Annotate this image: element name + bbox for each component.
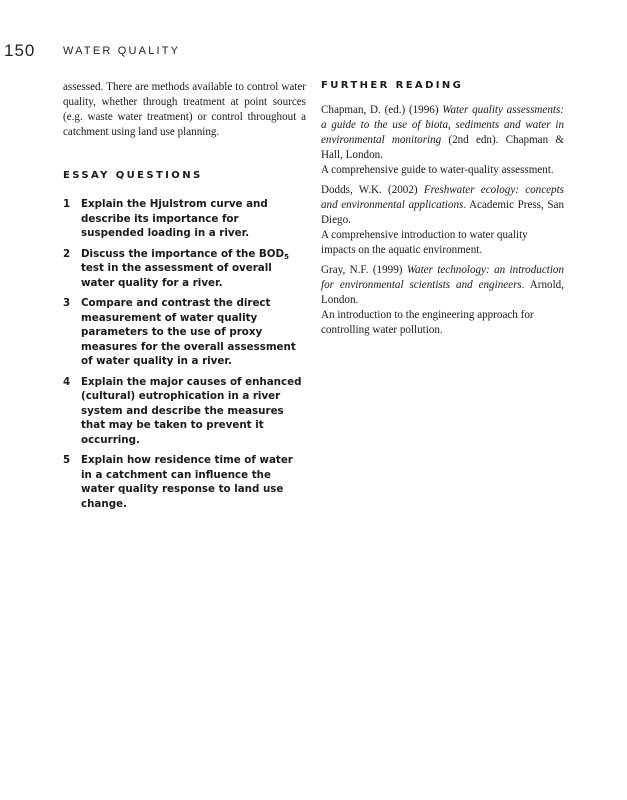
- essay-question: [63, 453, 306, 511]
- essay-question: [63, 247, 306, 291]
- reference-authors: Chapman, D. (ed.) (1996): [321, 104, 443, 116]
- question-number: 5: [63, 454, 71, 466]
- reference-annotation: An introduction to the engineering approach for controlling water pollution.: [321, 309, 534, 336]
- page-number: 150: [4, 41, 36, 60]
- reference-authors: Gray, N.F. (1999): [321, 264, 407, 276]
- question-number: 2: [63, 247, 71, 260]
- bod-subscript: 5: [284, 252, 289, 261]
- question-text: Explain how residence time of water in a catchment can influence the water quality response to land use change.: [81, 454, 293, 510]
- question-text: Explain the major causes of enhanced (cultural) eutrophication in a river system and describe the measures that may be taken to prevent it occurring.: [81, 375, 302, 446]
- reference-details: . Academic Press, San Diego.: [321, 199, 564, 226]
- question-text: Compare and contrast the direct measurement of water quality parameters to the use of proxy measures for the overall assessment of water quality in a river.: [81, 297, 296, 367]
- reference-citation: [321, 183, 564, 228]
- reference-entry: [321, 103, 564, 178]
- essay-question: [63, 296, 306, 369]
- question-number: 1: [63, 198, 71, 210]
- essay-question: [63, 375, 306, 448]
- reference-details: (2nd edn). Chapman & Hall, London.: [321, 134, 564, 161]
- reference-citation: [321, 103, 564, 163]
- reference-annotation: A comprehensive guide to water-quality assessment.: [321, 164, 554, 176]
- reference-authors: Dodds, W.K. (2002): [321, 184, 424, 196]
- reference-citation: [321, 263, 564, 308]
- reference-title: Water technology: an introduction for environmental scientists and engineers: [321, 264, 564, 291]
- question-text: Explain the Hjulstrom curve and describe its importance for suspended loading in a river.: [81, 198, 268, 239]
- further-reading-heading: FURTHER READING: [321, 80, 464, 91]
- question-text-end: test in the assessment of overall water quality for a river.: [81, 262, 272, 289]
- intro-paragraph: assessed. There are methods available to control water quality, whether through treatment at point sources (e.g. waste water treatment) or control throughout a catchment using land use planning.: [63, 81, 306, 138]
- question-number: 3: [63, 297, 71, 309]
- right-column: [321, 80, 564, 343]
- reference-annotation: A comprehensive introduction to water quality impacts on the aquatic environment.: [321, 229, 528, 256]
- essay-questions-list: [63, 197, 306, 511]
- question-text-start: Discuss the importance of the BOD: [81, 247, 285, 260]
- reference-entry: [321, 263, 564, 338]
- reference-title: Water quality assessments: a guide to the use of biota, sediments and water in environmental monitoring: [321, 104, 564, 146]
- question-text: [81, 247, 303, 291]
- left-column: [63, 80, 306, 517]
- reference-entry: [321, 183, 564, 258]
- essay-question: [63, 197, 306, 241]
- reference-title: Freshwater ecology: concepts and environmental applications: [321, 184, 564, 211]
- question-number: 4: [63, 375, 71, 388]
- reference-details: . Arnold, London.: [321, 279, 564, 306]
- running-title: WATER QUALITY: [63, 45, 181, 57]
- reference-list: [321, 103, 564, 338]
- essay-questions-heading: ESSAY QUESTIONS: [63, 170, 203, 181]
